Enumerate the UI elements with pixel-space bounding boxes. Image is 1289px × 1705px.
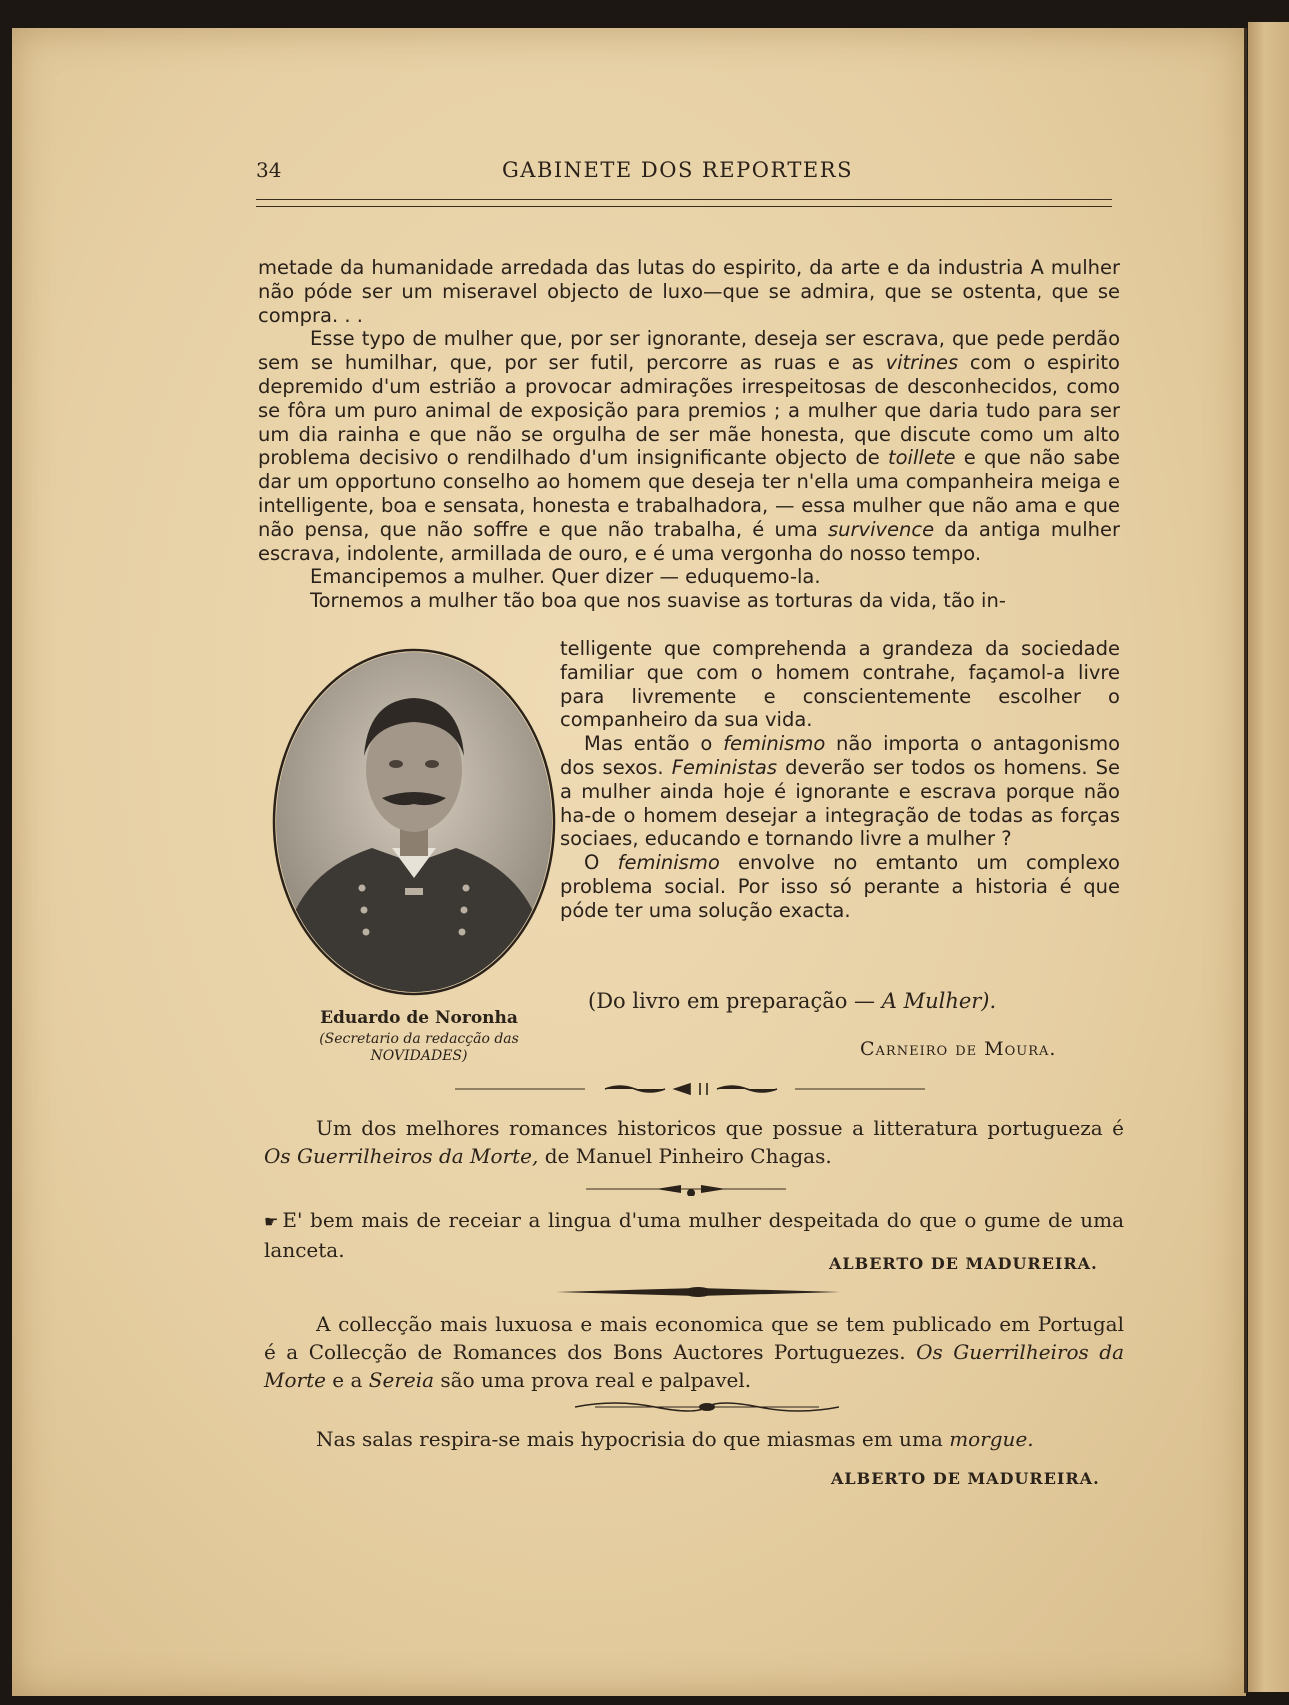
italic-term: feminismo bbox=[723, 732, 826, 756]
text-run: não importa o antagonismo dos sexos. bbox=[560, 732, 1121, 779]
book-title: A Mulher). bbox=[881, 989, 997, 1013]
note-author: ALBERTO DE MADUREIRA. bbox=[829, 1254, 1098, 1273]
italic-term: feminismo bbox=[617, 851, 720, 875]
text-run: são uma prova real e palpavel. bbox=[434, 1368, 752, 1392]
note-paragraph bbox=[264, 1114, 1124, 1170]
caption-role-line: NOVIDADES) bbox=[370, 1048, 468, 1064]
italic-term: toillete bbox=[887, 446, 956, 470]
paragraph: metade da humanidade arredada das lutas do espirito, da arte e da industria A mulher não póde ser um miseravel objecto de luxo—que se admira, que se ostenta, que se compra. . . bbox=[258, 256, 1120, 327]
paragraph: Emancipemos a mulher. Quer dizer — eduquemo-la. bbox=[310, 565, 821, 589]
italic-term: survivence bbox=[828, 517, 935, 541]
running-head: GABINETE DOS REPORTERS bbox=[502, 158, 853, 182]
text-run: Esse typo de mulher que, por ser ignorante, deseja ser escrava, que pede perdão sem se humilhar, que, por ser futil, percorre as ruas e as bbox=[258, 327, 1120, 375]
caption-role-line: (Secretario da redacção das bbox=[319, 1031, 519, 1047]
book-title: Os Guerrilheiros da Morte bbox=[264, 1340, 1125, 1392]
portrait-caption-role bbox=[274, 1031, 564, 1065]
paragraph bbox=[560, 732, 1120, 851]
italic-term: vitrines bbox=[885, 351, 959, 375]
text-run: envolve no emtanto um complexo problema social. Por isso só perante a historia é que póde ter uma solução exacta. bbox=[560, 851, 1120, 922]
paragraph bbox=[258, 327, 1120, 565]
ornament-divider bbox=[575, 1398, 839, 1416]
ornament-divider bbox=[556, 1284, 840, 1300]
text-run: de Manuel Pinheiro Chagas. bbox=[538, 1144, 832, 1168]
paragraph bbox=[560, 851, 1120, 922]
italic-term: Feministas bbox=[671, 755, 778, 779]
pointing-hand-icon: ☛ bbox=[264, 1212, 279, 1231]
paragraph bbox=[264, 1114, 1124, 1170]
text-run: A collecção mais luxuosa e mais economica que se tem publicado em Portugal é a Collecção de Romances dos Bons Auctores Portuguezes. bbox=[264, 1312, 1124, 1364]
paragraph bbox=[264, 1425, 1124, 1453]
text-run: da antiga mulher escrava, indolente, armillada de ouro, e é uma vergonha do nosso tempo. bbox=[258, 517, 1120, 565]
text-run: deverão ser todos os homens. Se a mulher ainda hoje é ignorante e escrava porque não ha-de o homem desejar a integração de todas as forças sociaes, educando e tornando livre a mulher ? bbox=[560, 755, 1120, 851]
text-run: Nas salas respira-se mais hypocrisia do que miasmas em uma bbox=[316, 1427, 950, 1451]
article-wrap-text bbox=[560, 637, 1120, 923]
text-run: Um dos melhores romances historicos que possue a litteratura portugueza é bbox=[316, 1116, 1124, 1140]
text-run: Mas então o bbox=[584, 732, 724, 756]
article-body bbox=[258, 256, 1120, 613]
page-number: 34 bbox=[256, 158, 282, 182]
portrait-caption-name: Eduardo de Noronha bbox=[320, 1008, 518, 1028]
book-title: Os Guerrilheiros da Morte, bbox=[264, 1144, 539, 1168]
paragraph: Tornemos a mulher tão boa que nos suavise as torturas da vida, tão in- bbox=[310, 589, 1006, 613]
text-run: e que não sabe dar um opportuno conselho ao homem que deseja ter n'ella uma companheira meiga e intelligente, boa e sensata, honesta e trabalhadora, — essa mulher que não ama e que não pensa, que não soffre e que não trabalha, é uma bbox=[258, 446, 1120, 541]
ornament-divider bbox=[586, 1182, 786, 1196]
ornament-divider bbox=[455, 1080, 925, 1098]
next-page-edge bbox=[1248, 22, 1289, 1692]
article-author: Carneiro de Moura. bbox=[860, 1038, 1057, 1060]
text-run: com o espirito depremido d'um estrião a provocar admirações irrespeitosas de desconhecidos, como se fôra um puro animal de exposição para premios ; a mulher que daria tudo para ser um dia rainha e que não se orgulha de ser mãe honesta, que discute como um alto problema decisivo o rendilhado d'um insignificante objecto de bbox=[258, 351, 1120, 470]
text-run: O bbox=[584, 851, 618, 875]
note-author: ALBERTO DE MADUREIRA. bbox=[831, 1469, 1100, 1488]
text-run: (Do livro em preparação — bbox=[588, 989, 882, 1013]
italic-term: morgue. bbox=[949, 1427, 1034, 1451]
source-citation bbox=[588, 989, 996, 1013]
note-paragraph bbox=[264, 1425, 1124, 1453]
page-header bbox=[256, 158, 1111, 188]
header-rule bbox=[256, 199, 1112, 207]
portrait-photo bbox=[272, 648, 556, 996]
text-run: E' bem mais de receiar a lingua d'uma mulher despeitada do que o gume de uma lanceta. bbox=[264, 1208, 1124, 1262]
paragraph: telligente que comprehenda a grandeza da sociedade familiar que com o homem contrahe, façamol-a livre para livremente e conscientemente escolher o companheiro da sua vida. bbox=[560, 637, 1120, 732]
text-run: e a bbox=[325, 1368, 369, 1392]
page-gutter bbox=[1244, 28, 1247, 1693]
book-title: Sereia bbox=[368, 1368, 435, 1392]
note-paragraph bbox=[264, 1310, 1124, 1394]
paragraph bbox=[264, 1310, 1124, 1394]
